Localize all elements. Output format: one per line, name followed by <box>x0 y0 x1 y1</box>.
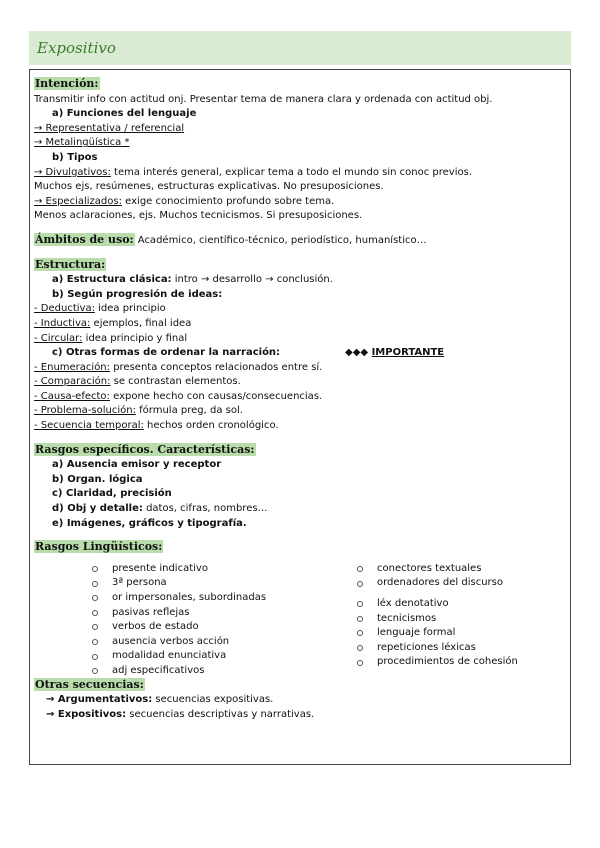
importante-label: IMPORTANTE <box>371 347 445 359</box>
estructura-heading: Estructura: <box>35 257 106 271</box>
list-item: verbos de estado <box>92 620 266 635</box>
bullet-icon <box>92 595 98 601</box>
list-item: → Expositivos: secuencias descriptivas y narrativas. <box>46 709 315 720</box>
list-item: - Inductiva: ejemplos, final idea <box>34 317 192 329</box>
notes-box <box>29 69 571 765</box>
bullet-icon <box>357 630 363 636</box>
list-item: procedimientos de cohesión <box>357 655 518 670</box>
list-item: - Deductiva: idea principio <box>34 303 166 315</box>
intencion-text: Transmitir info con actitud onj. Presentar tema de manera clara y ordenada con actitud obj. <box>34 93 493 105</box>
bullet-icon <box>357 645 363 651</box>
bullet-icon <box>92 654 98 660</box>
rasgos-linguisticos-heading: Rasgos Lingüísticos: <box>35 540 163 554</box>
bullet-icon <box>92 610 98 616</box>
list-item: adj especificativos <box>92 664 266 679</box>
list-item: ausencia verbos acción <box>92 635 266 650</box>
bullet-icon <box>357 601 363 607</box>
list-item: presente indicativo <box>92 562 266 577</box>
divulgativos-text: tema interés general, explicar tema a todo el mundo sin conoc previos. <box>110 166 473 178</box>
list-item: lenguaje formal <box>357 626 518 641</box>
funcion-item: → Representativa / referencial <box>34 122 185 134</box>
list-item: conectores textuales <box>357 562 518 577</box>
bullet-icon <box>92 566 98 572</box>
funciones-label: a) Funciones del lenguaje <box>52 108 197 120</box>
list-item: a) Ausencia emisor y receptor <box>52 459 222 471</box>
list-item: b) Organ. lógica <box>52 473 143 485</box>
list-item: pasivas reflejas <box>92 606 266 621</box>
list-item: d) Obj y detalle: datos, cifras, nombres… <box>52 503 268 515</box>
bullet-icon <box>92 668 98 674</box>
list-item: léx denotativo <box>357 597 518 612</box>
list-item: - Secuencia temporal: hechos orden cronológico. <box>34 420 279 432</box>
especializados-label: → Especializados: <box>34 195 122 207</box>
list-item: - Circular: idea principio y final <box>34 332 188 344</box>
column-right <box>357 562 518 670</box>
list-item: → Argumentativos: secuencias expositivas. <box>46 694 274 706</box>
list-item: tecnicismos <box>357 612 518 627</box>
bullet-icon <box>92 581 98 587</box>
list-item: ordenadores del discurso <box>357 576 518 591</box>
divulgativos-extra: Muchos ejs, resúmenes, estructuras explicativas. No presuposiciones. <box>34 181 384 193</box>
otras-secuencias-heading: Otras secuencias: <box>35 677 144 691</box>
divulgativos-label: → Divulgativos: <box>34 166 111 178</box>
ambitos-text: Académico, científico-técnico, periodístico, humanístico… <box>134 234 427 246</box>
list-item: 3ª persona <box>92 576 266 591</box>
bullet-icon <box>92 624 98 630</box>
bullet-icon <box>357 581 363 587</box>
otras-formas-label: c) Otras formas de ordenar la narración: <box>52 347 281 359</box>
list-item: repeticiones léxicas <box>357 641 518 656</box>
list-item: e) Imágenes, gráficos y tipografía. <box>52 517 247 529</box>
list-item: - Problema-solución: fórmula preg, da sol. <box>34 405 243 417</box>
section-header <box>29 31 571 65</box>
rasgos-especificos-heading: Rasgos específicos. Características: <box>35 442 255 456</box>
notes-content <box>34 77 566 723</box>
ambitos-heading: Ámbitos de uso: <box>35 232 134 246</box>
clasica-label: a) Estructura clásica: <box>52 274 172 286</box>
column-left <box>92 562 266 679</box>
clasica-text: intro → desarrollo → conclusión. <box>171 274 333 286</box>
list-item: modalidad enunciativa <box>92 649 266 664</box>
importante-note <box>345 346 444 361</box>
intencion-heading: Intención: <box>35 77 99 90</box>
especializados-text: exige conocimiento profundo sobre tema. <box>121 195 335 207</box>
list-item: or impersonales, subordinadas <box>92 591 266 606</box>
page-title: Expositivo <box>37 39 116 57</box>
list-item: c) Claridad, precisión <box>52 488 172 500</box>
list-item: - Comparación: se contrastan elementos. <box>34 376 241 388</box>
bullet-icon <box>357 660 363 666</box>
list-item: - Enumeración: presenta conceptos relacionados entre sí. <box>34 361 323 373</box>
funcion-item: → Metalingüística * <box>34 137 130 149</box>
diamond-icon: ◆◆◆ <box>345 347 372 359</box>
list-item: - Causa-efecto: expone hecho con causas/consecuencias. <box>34 390 323 402</box>
tipos-label: b) Tipos <box>52 151 98 163</box>
especializados-extra: Menos aclaraciones, ejs. Muchos tecnicismos. Si presuposiciones. <box>34 210 363 222</box>
bullet-icon <box>357 616 363 622</box>
bullet-icon <box>92 639 98 645</box>
bullet-icon <box>357 566 363 572</box>
rasgos-linguisticos-columns <box>34 562 566 676</box>
progresion-label: b) Según progresión de ideas: <box>52 288 223 300</box>
